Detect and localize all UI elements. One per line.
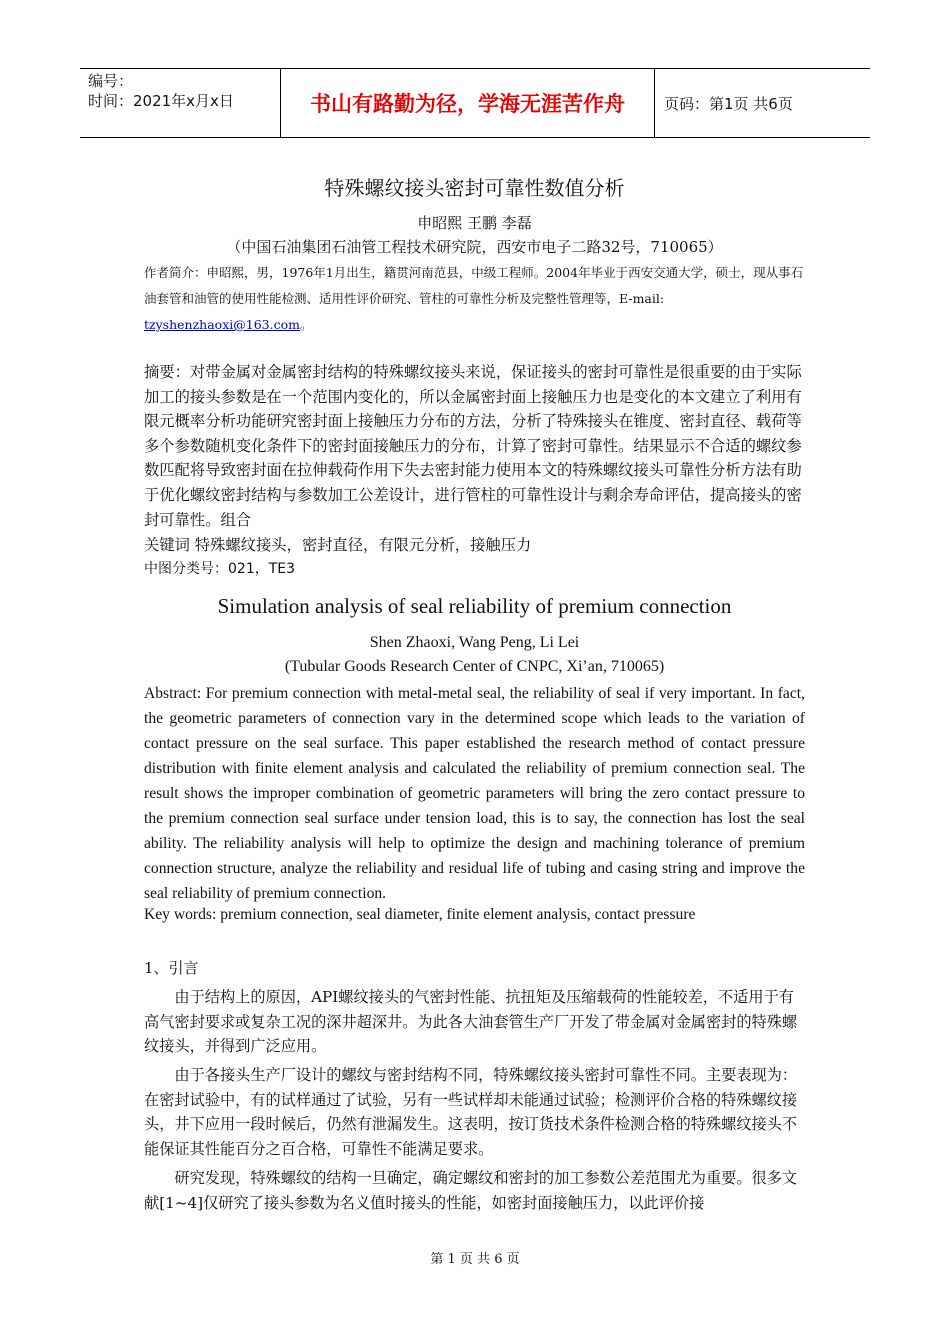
page-footer: 第 1 页 共 6 页 [430,1252,520,1267]
number-label: 编号： [88,72,134,90]
en-authors: Shen Zhaoxi, Wang Peng, Li Lei [369,634,580,651]
section-title: 1、引言 [144,959,199,977]
time-label: 时间：2021年x月x日 [88,92,234,110]
page-header [80,68,870,138]
cn-authors: 申昭熙 王鹏 李磊 [417,214,532,232]
author-bio [144,260,805,338]
body-paragraph-1: 由于结构上的原因，API螺纹接头的气密封性能、抗扭矩及压缩载荷的性能较差，不适用于有高气密封要求或复杂工况的深井超深井。为此各大油套管生产厂开发了带金属对金属密封的特殊螺纹接头，并得到广泛应用。 [144,988,798,1056]
cn-affiliation: （中国石油集团石油管工程技术研究院，西安市电子二路32号，710065） [226,238,723,256]
clc-number: 中图分类号：021，TE3 [144,561,296,577]
body-paragraph-3: 研究发现，特殊螺纹的结构一旦确定，确定螺纹和密封的加工参数公差范围尤为重要。很多文献[1~4]仅研究了接头参数为名义值时接头的性能，如密封面接触压力，以此评价接 [144,1169,798,1212]
body-paragraph-2: 由于各接头生产厂设计的螺纹与密封结构不同，特殊螺纹接头密封可靠性不同。主要表现为：在密封试验中，有的试样通过了试验，另有一些试样却未能通过试验；检测评价合格的特殊螺纹接头，井下应用一段时候后，仍然有泄漏发生。这表明，按订货技术条件检测合格的特殊螺纹接头不能保证其性能百分之百合格，可靠性不能满足要求。 [144,1066,798,1158]
header-meta [80,69,280,137]
cn-abstract: 摘要：对带金属对金属密封结构的特殊螺纹接头来说，保证接头的密封可靠性是很重要的由于实际加工的接头参数是在一个范围内变化的，所以金属密封面上接触压力也是变化的本文建立了利用有限元概率分析功能研究密封面上接触压力分布的方法，分析了特殊接头在锥度、密封直径、载荷等多个参数随机变化条件下的密封面接触压力的分布，计算了密封可靠性。结果显示不合适的螺纹参数匹配将导致密封面在拉伸载荷作用下失去密封能力使用本文的特殊螺纹接头可靠性分析方法有助于优化螺纹密封结构与参数加工公差设计，进行管柱的可靠性设计与剩余寿命评估，提高接头的密封可靠性。组合 [144,363,802,529]
en-abstract: Abstract: For premium connection with metal-metal seal, the reliability of seal if very important. In fact, the geometric parameters of connection vary in the determined scope which leads to the variation of contact pressure on the seal surface. This paper established the research method of contact pressure distribution with finite element analysis and calculated the reliability of premium connection seal. The result shows the improper combination of geometric parameters will bring the zero contact pressure to the premium connection seal surface under tension load, this is to say, the connection has lost the seal ability. The reliability analysis will help to optimize the design and machining tolerance of premium connection structure, analyze the reliability and residual life of tubing and casing string and improve the seal reliability of premium connection. [144,685,805,902]
cn-title: 特殊螺纹接头密封可靠性数值分析 [324,176,625,200]
header-page-info: 页码：第1页 共6页 [664,94,793,113]
author-email-link[interactable]: tzyshenzhaoxi@163.com [144,317,300,332]
en-affiliation: (Tubular Goods Research Center of CNPC, Xi’an, 710065) [284,658,665,675]
cn-keywords: 关键词 特殊螺纹接头，密封直径，有限元分析，接触压力 [144,536,532,554]
author-bio-text: 作者简介：申昭熙，男，1976年1月出生，籍贯河南范县，中级工程师。2004年毕业于西安交通大学，硕士，现从事石油套管和油管的使用性能检测、适用性评价研究、管柱的可靠性分析及完整性管理等，E-mail: [144,265,804,306]
author-bio-end: 。 [299,317,313,332]
en-keywords: Key words: premium connection, seal diameter, finite element analysis, contact pressure [144,906,696,923]
header-motto: 书山有路勤为径，学海无涯苦作舟 [280,69,655,137]
en-title: Simulation analysis of seal reliability of premium connection [217,594,732,618]
